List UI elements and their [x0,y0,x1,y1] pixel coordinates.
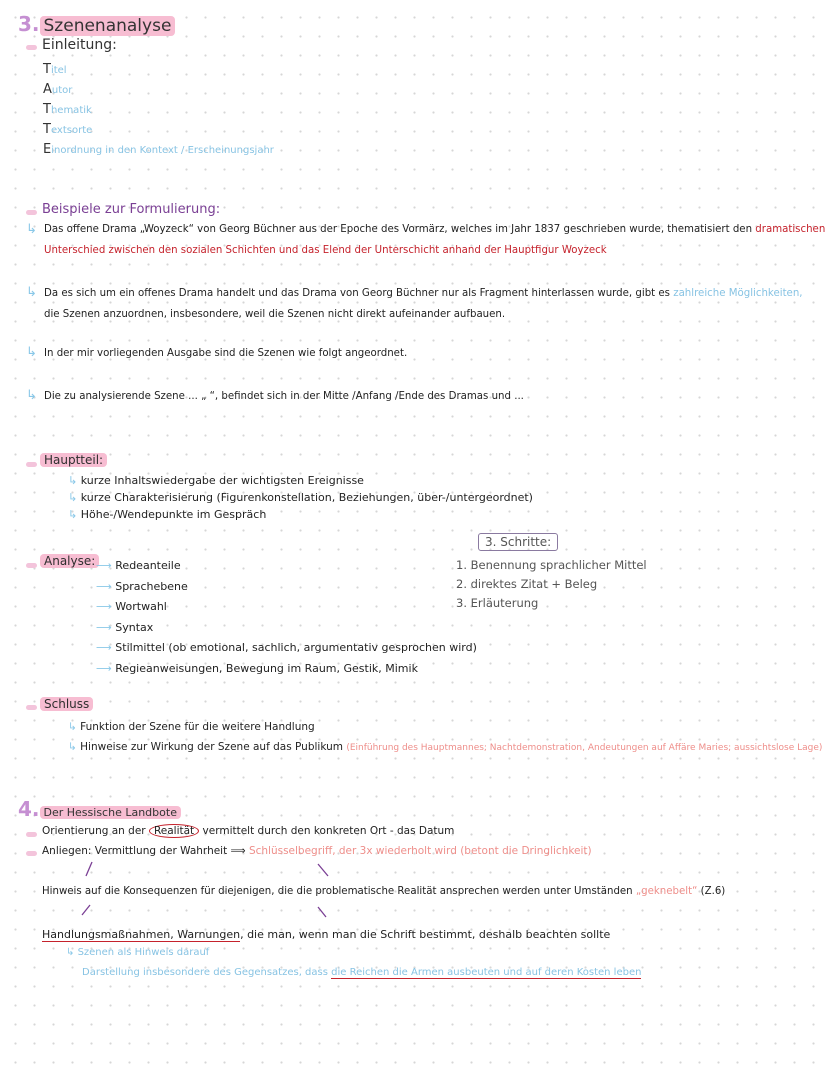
arrow-icon: ↳ [26,222,37,237]
list-item: ↳ kurze Charakterisierung (Figurenkonstellation, Beziehungen, über-/untergeordnet) [68,491,533,504]
section4-line6: Darstellung insbesondere des Gegensatzes, dass die Reichen die Armen ausbeuten und auf deren Kosten leben [82,967,642,978]
section4-line5: ↳ Szenen als Hinweis darauf [66,947,210,958]
analyse-label: Analyse: [40,554,99,568]
beispiel-p2-line2: die Szenen anzuordnen, insbesondere, weil die Szenen nicht direkt aufeinander aufbauen. [44,309,506,320]
reichen-underlined: die Reichen die Armen ausbeuten und auf deren Kosten leben [331,967,642,978]
section4-line4: Handlungsmaßnahmen, Warnungen, die man, wenn man die Schrift bestimmt, deshalb beachten sollte [42,928,611,941]
list-item: ↳ Höhe-/Wendepunkte im Gespräch [68,508,267,521]
section3-number: 3. [18,12,40,36]
einleitung-label: Einleitung: [42,37,117,53]
beispiel-p1-line2: Unterschied zwischen den sozialen Schichten und das Elend der Unterschicht anhand der Hauptfigur Woyzeck [44,245,607,256]
list-item: 3. Erläuterung [456,596,539,610]
section4-line1: Orientierung an der Realität vermittelt durch den konkreten Ort - das Datum [42,825,455,837]
list-item: Autor [43,82,73,97]
list-item: ↳ kurze Inhaltswiedergabe der wichtigsten Ereignisse [68,474,364,487]
list-item: ↳ Funktion der Szene für die weitere Handlung [68,721,315,733]
list-item: Titel [43,62,67,77]
list-item: ⟶ Redeanteile [96,559,181,572]
list-item: ⟶ Stilmittel (ob emotional, sachlich, argumentativ gesprochen wird) [96,641,477,654]
section4-line3: Hinweis auf die Konsequenzen für diejenigen, die die problematische Realität ansprechen werden unter Umständen „geknebelt“ (Z.6) [42,886,726,897]
schritte-title: 3. Schritte: [478,533,558,551]
beispiel-p4: Die zu analysierende Szene ... „ “, befindet sich in der Mitte /Anfang /Ende des Dramas und ... [44,391,524,402]
hauptteil-label: Hauptteil: [40,453,107,467]
arrow-icon: ↳ [26,345,37,360]
list-item: Thematik [43,102,92,117]
arrow-icon: ↳ [26,285,37,300]
list-item: Textsorte [43,122,93,137]
list-item: Einordnung in den Kontext / Erscheinungsjahr [43,142,274,157]
list-item: ⟶ Wortwahl [96,600,167,613]
arrow-icon: ↳ [26,388,37,403]
handlungsmassnahmen-underlined: Handlungsmaßnahmen, Warnungen [42,928,241,941]
list-item: ↳ Hinweise zur Wirkung der Szene auf das Publikum (Einführung des Hauptmannes; Nachtdemonstration, Andeutungen auf Affäre Maries; aussichtslose Lage) [68,741,823,753]
list-item: ⟶ Sprachebene [96,579,188,593]
beispiele-label: Beispiele zur Formulierung: [42,202,221,217]
section4-title: Der Hessische Landbote [40,806,181,819]
list-item: ⟶ Regieanweisungen, Bewegung im Raum, Gestik, Mimik [96,661,418,675]
schluss-label: Schluss [40,697,93,711]
list-item: 1. Benennung sprachlicher Mittel [456,558,647,572]
beispiel-p1-line1: Das offene Drama „Woyzeck“ von Georg Büchner aus der Epoche des Vormärz, welches im Jahr 1837 geschrieben wurde, thematisiert den dramatischen [44,224,826,235]
beispiel-p2-line1: Da es sich um ein offenes Drama handelt und das Drama von Georg Büchner nur als Fragment hinterlassen wurde, gibt es zahlreiche Möglichkeiten, [44,288,803,299]
section4-line2: Anliegen: Vermittlung der Wahrheit ⟹ Schlüsselbegriff, der 3x wiederholt wird (betont die Dringlichkeit) [42,845,592,857]
section4-number: 4. [18,797,40,821]
realitaet-circled: Realität [149,824,199,838]
beispiel-p3: In der mir vorliegenden Ausgabe sind die Szenen wie folgt angeordnet. [44,348,408,359]
list-item: ⟶ Syntax [96,620,154,634]
section3-title: Szenenanalyse [40,16,176,36]
list-item: 2. direktes Zitat + Beleg [456,577,598,591]
